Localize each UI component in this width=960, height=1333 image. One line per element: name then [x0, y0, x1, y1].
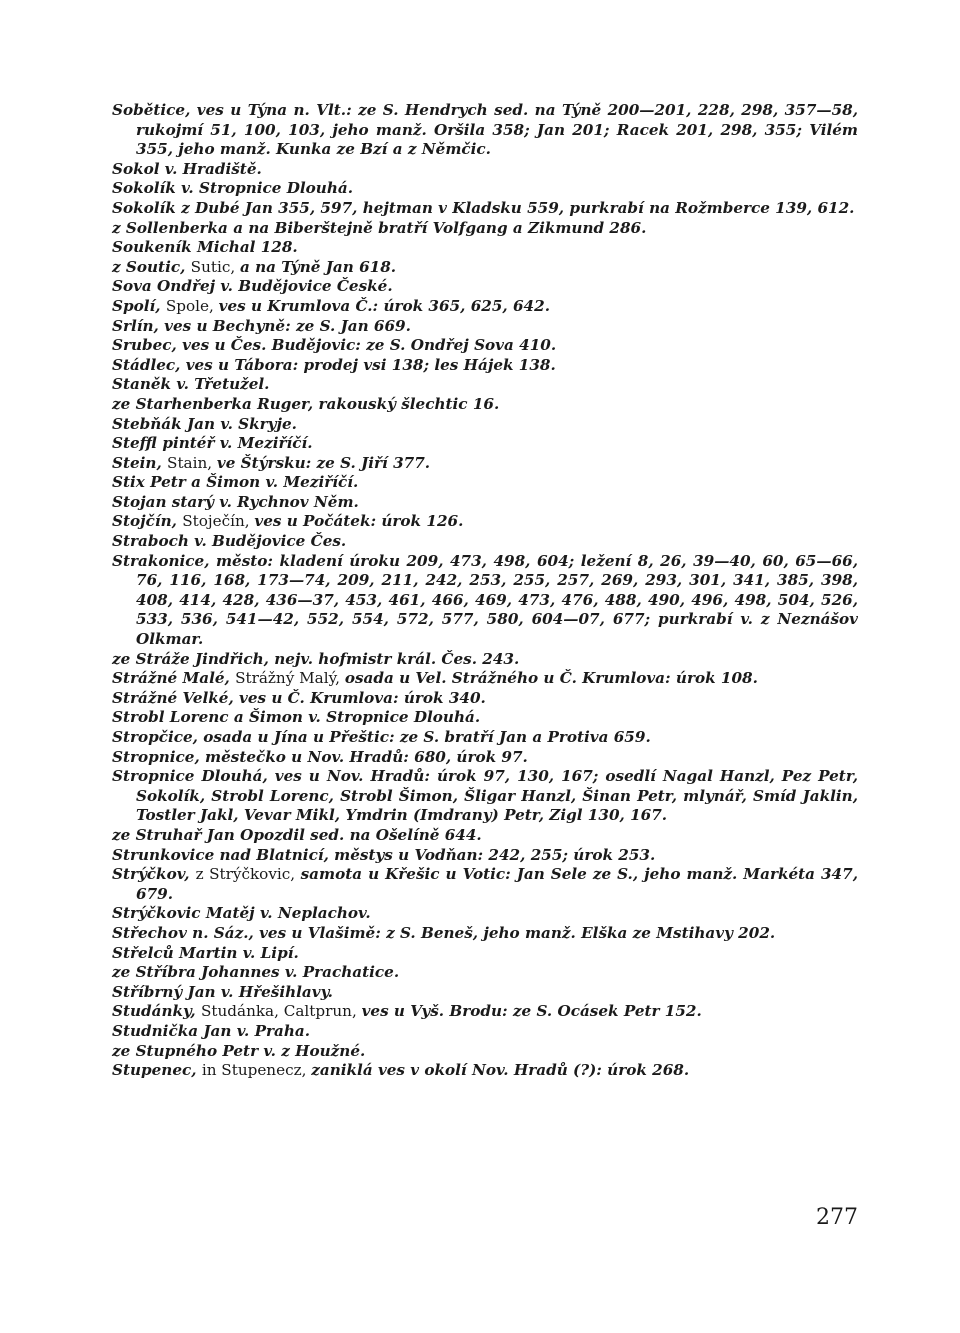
- index-entry-text: osada u Vel. Strážného u Č. Krumlova: úrok 108.: [344, 669, 758, 688]
- index-entry-text: Stádlec, ves u Tábora: prodej vsi 138; les Hájek 138.: [112, 355, 556, 374]
- index-entry-text: Stropčice, osada u Jína u Přeštic: ze S. bratří Jan a Protiva 659.: [112, 728, 651, 746]
- index-entry: [112, 1061, 858, 1081]
- index-entry-text: Steffl pintéř v. Meziříčí.: [112, 434, 313, 453]
- index-entry: [112, 1002, 858, 1022]
- index-entry-text: Soukeník Michal 128.: [112, 238, 298, 257]
- index-entry: [112, 865, 858, 904]
- index-entry: [112, 748, 858, 768]
- index-entry: [112, 454, 858, 474]
- index-entry-text: Srubec, ves u Čes. Budějovic: ze S. Ondřej Sova 410.: [112, 336, 557, 355]
- index-entry-text: Sokol v. Hradiště.: [112, 159, 262, 178]
- index-entry: [112, 160, 858, 180]
- index-entry: [112, 532, 858, 552]
- index-entry: [112, 179, 858, 199]
- index-entry-text: Strýčkovic Matěj v. Neplachov.: [112, 904, 371, 923]
- page-number: 277: [816, 1205, 858, 1230]
- index-entry: [112, 238, 858, 258]
- index-entry-text: Staněk v. Třetužel.: [112, 375, 270, 394]
- index-entry-text: Střechov n. Sáz., ves u Vlašimě: z S. Beneš, jeho manž. Elška ze Mstihavy 202.: [112, 923, 776, 942]
- index-entry-text: zaniklá ves v okolí Nov. Hradů (?): úrok 268.: [311, 1061, 690, 1080]
- index-entry-text: samota u Křešic u Votic: Jan Sele ze S., jeho manž. Markéta 347, 679.: [136, 865, 858, 903]
- index-entry: [112, 375, 858, 395]
- index-entry-text: Sokolík v. Stropnice Dlouhá.: [112, 179, 353, 198]
- index-entry-text: Strobl Lorenc a Šimon v. Stropnice Dlouhá.: [112, 708, 481, 727]
- index-entry-text: Stojčín,: [112, 512, 183, 531]
- index-entry: [112, 1022, 858, 1042]
- index-entry: [112, 767, 858, 826]
- index-entry-text: Spole,: [165, 296, 219, 315]
- index-entry: [112, 846, 858, 866]
- index-entry-text: Sutic,: [190, 257, 240, 276]
- index-entry-list: [112, 101, 858, 1081]
- index-entry-text: ves u Počátek: úrok 126.: [254, 512, 464, 531]
- index-entry-text: ze Stráže Jindřich, nejv. hofmistr král. Čes. 243.: [112, 649, 520, 668]
- index-entry-text: ze Starhenberka Ruger, rakouský šlechtic 16.: [112, 394, 500, 413]
- index-entry: [112, 728, 858, 748]
- index-entry: [112, 336, 858, 356]
- index-entry: [112, 101, 858, 160]
- index-entry-text: Stříbrný Jan v. Hřešihlavy.: [112, 982, 333, 1001]
- index-entry: [112, 258, 858, 278]
- index-entry-text: Strýčkov,: [112, 865, 196, 884]
- index-entry-text: Stupenec,: [112, 1061, 202, 1080]
- index-entry-text: ze Struhař Jan Opozdil sed. na Ošelíně 644.: [112, 825, 482, 844]
- index-entry-text: Stebňák Jan v. Skryje.: [112, 414, 297, 433]
- index-entry-text: ze Stupného Petr v. z Houžné.: [112, 1041, 366, 1060]
- index-entry-text: Sobětice, ves u Týna n. Vlt.: ze S. Hendrych sed. na Týně 200—201, 228, 298, 357—58, rukojmí 51, 100, 103, jeho manž. Oršila 358; Jan 201; Racek 201, 298, 355; Vilém 355, jeho manž. Kunka ze Bzí a z Němčic.: [112, 101, 858, 159]
- index-entry: [112, 708, 858, 728]
- index-entry: [112, 689, 858, 709]
- index-entry-text: ves u Vyš. Brodu: ze S. Ocásek Petr 152.: [361, 1002, 702, 1021]
- index-entry-text: Strážné Velké, ves u Č. Krumlova: úrok 340.: [112, 688, 486, 707]
- index-entry-text: Studnička Jan v. Praha.: [112, 1021, 311, 1040]
- index-entry-text: z Strýčkovic,: [195, 865, 301, 884]
- index-entry-text: Stropnice Dlouhá, ves u Nov. Hradů: úrok 97, 130, 167; osedlí Nagal Hanzl, Pez Petr, Sokolík, Strobl Lorenc, Strobl Šimon, Šligar Hanzl, Šinan Petr, mlynář, Smíd Jaklin, Tostler Jakl, Vevar Mikl, Ymdrin (Imdrany) Petr, Zigl 130, 167.: [112, 767, 858, 825]
- index-entry-text: Stoječín,: [182, 512, 255, 531]
- index-entry-text: Srlín, ves u Bechyně: ze S. Jan 669.: [112, 316, 411, 335]
- index-entry-text: Strunkovice nad Blatnicí, městys u Vodňan: 242, 255; úrok 253.: [112, 845, 656, 864]
- index-entry-text: Stojan starý v. Rychnov Něm.: [112, 492, 359, 511]
- index-entry-text: Stain,: [167, 453, 217, 472]
- index-entry-text: ve Štýrsku: ze S. Jiří 377.: [216, 453, 431, 472]
- index-entry: [112, 317, 858, 337]
- index-entry-text: Spolí,: [112, 296, 166, 315]
- index-entry: [112, 1042, 858, 1062]
- index-entry: [112, 415, 858, 435]
- index-entry: [112, 669, 858, 689]
- index-entry: [112, 434, 858, 454]
- index-entry-text: Sova Ondřej v. Budějovice České.: [112, 277, 393, 296]
- index-entry: [112, 963, 858, 983]
- index-entry-text: Straboch v. Budějovice Čes.: [112, 532, 347, 551]
- index-entry: [112, 826, 858, 846]
- index-entry-text: Stein,: [112, 453, 168, 472]
- index-entry-text: Stropnice, městečko u Nov. Hradů: 680, úrok 97.: [112, 747, 528, 766]
- index-entry: [112, 924, 858, 944]
- index-entry: [112, 493, 858, 513]
- index-entry: [112, 356, 858, 376]
- index-entry-text: Střelců Martin v. Lipí.: [112, 943, 299, 962]
- index-entry: [112, 297, 858, 317]
- index-entry-text: z Soutic,: [112, 257, 191, 276]
- index-entry-text: z Sollenberka a na Biberštejně bratří Volfgang a Zikmund 286.: [112, 218, 647, 237]
- index-entry-text: in Stupenecz,: [201, 1061, 312, 1080]
- index-entry-text: Stix Petr a Šimon v. Meziříčí.: [112, 473, 359, 492]
- index-entry: [112, 944, 858, 964]
- index-entry: [112, 512, 858, 532]
- index-entry: [112, 395, 858, 415]
- index-entry: [112, 650, 858, 670]
- index-entry-text: a na Týně Jan 618.: [239, 257, 397, 276]
- index-entry-text: Sokolík z Dubé Jan 355, 597, hejtman v Kladsku 559, purkrabí na Rožmberce 139, 612.: [112, 198, 855, 217]
- index-entry-text: Strakonice, město: kladení úroku 209, 473, 498, 604; ležení 8, 26, 39—40, 60, 65—66, 76, 116, 168, 173—74, 209, 211, 242, 253, 255, 257, 269, 293, 301, 341, 385, 398, 408, 414, 428, 436—37, 453, 461, 466, 469, 473, 476, 488, 490, 496, 498, 504, 526, 533, 536, 541—42, 552, 554, 572, 577, 580, 604—07, 677; purkrabí v. z Neznášov Olkmar.: [112, 551, 858, 649]
- index-entry: [112, 199, 858, 219]
- index-entry: [112, 904, 858, 924]
- index-entry-text: ves u Krumlova Č.: úrok 365, 625, 642.: [218, 296, 550, 315]
- index-entry-text: Studánka, Caltprun,: [201, 1002, 362, 1021]
- index-entry-text: Strážné Malé,: [112, 669, 236, 688]
- index-entry-text: Strážný Malý,: [235, 669, 345, 688]
- index-entry-text: ze Stříbra Johannes v. Prachatice.: [112, 963, 400, 982]
- index-entry: [112, 473, 858, 493]
- index-entry: [112, 219, 858, 239]
- index-entry: [112, 983, 858, 1003]
- index-entry: [112, 552, 858, 650]
- index-entry: [112, 277, 858, 297]
- index-entry-text: Studánky,: [112, 1002, 201, 1021]
